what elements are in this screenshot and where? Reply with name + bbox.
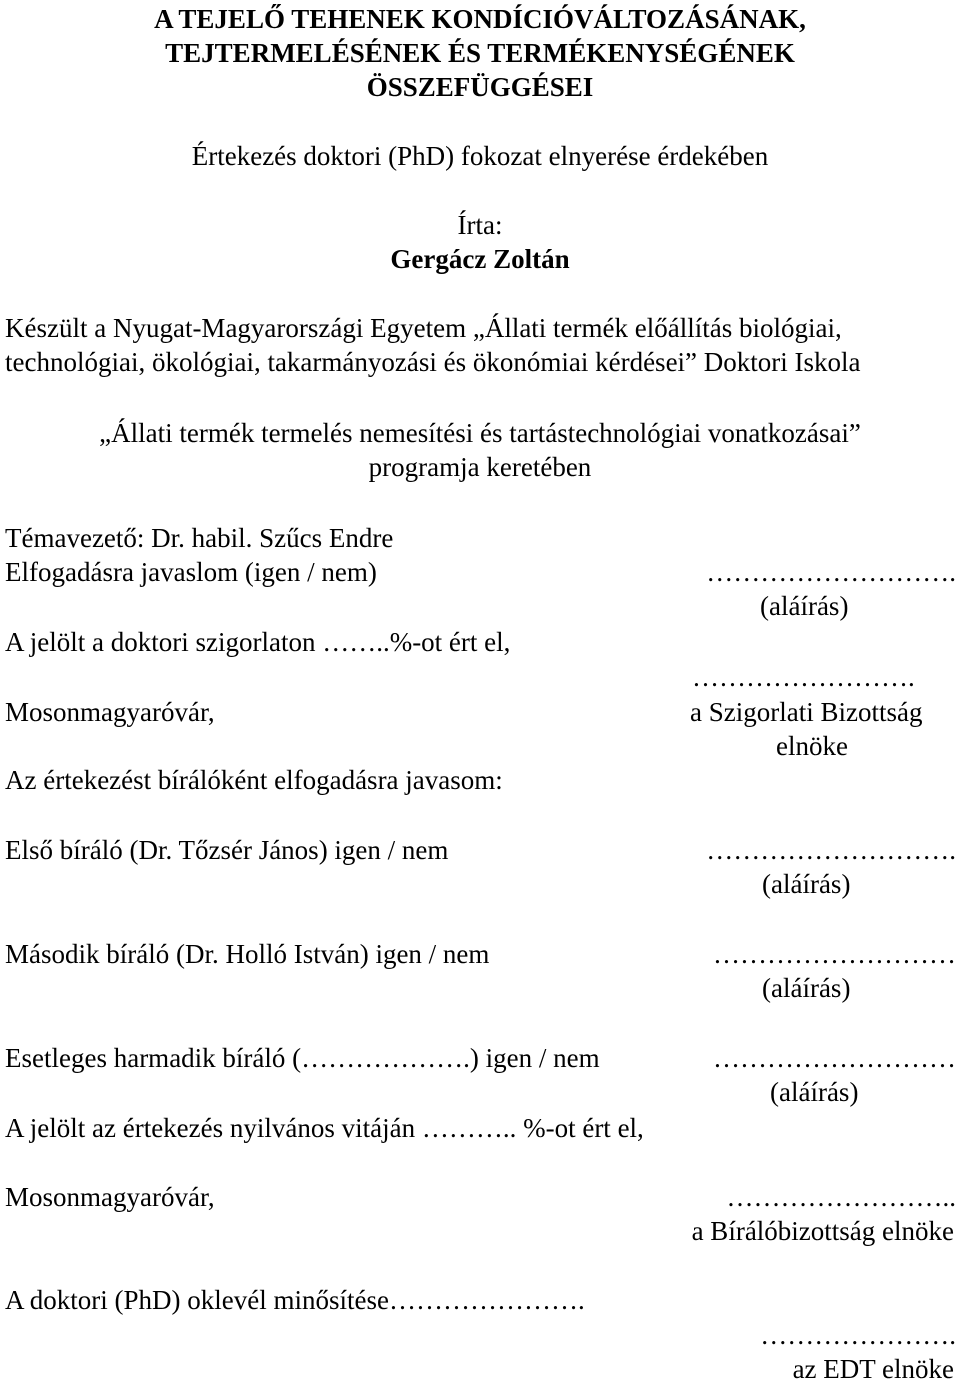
supervisor-signature-line: ………………………. — [706, 557, 956, 587]
diploma-chair: az EDT elnöke — [792, 1354, 954, 1384]
title-line-1: A TEJELŐ TEHENEK KONDÍCIÓVÁLTOZÁSÁNAK, — [154, 4, 806, 34]
exam-chair-line-2: elnöke — [776, 731, 848, 761]
subtitle: Értekezés doktori (PhD) fokozat elnyerése érdekében — [191, 141, 769, 171]
third-reviewer-signature-caption: (aláírás) — [770, 1077, 859, 1107]
second-reviewer: Második bíráló (Dr. Holló István) igen / nem — [5, 939, 490, 969]
defense-place: Mosonmagyaróvár, — [5, 1182, 215, 1212]
first-reviewer: Első bíráló (Dr. Tőzsér János) igen / nem — [5, 835, 449, 865]
title-line-2: TEJTERMELÉSÉNEK ÉS TERMÉKENYSÉGÉNEK — [165, 38, 795, 68]
diploma-signature-line: …………………. — [760, 1320, 956, 1350]
institution-line-2: technológiai, ökológiai, takarmányozási és ökonómiai kérdései” Doktori Iskola — [5, 347, 861, 377]
institution-line-1: Készült a Nyugat-Magyarországi Egyetem „Állati termék előállítás biológiai, — [5, 313, 842, 343]
reviewers-intro: Az értekezést bírálóként elfogadásra javasom: — [5, 765, 503, 795]
exam-result-text: A jelölt a doktori szigorlaton ……..%-ot ért el, — [5, 627, 511, 657]
defense-chair: a Bírálóbizottság elnöke — [691, 1216, 954, 1246]
first-reviewer-signature-line: ………………………. — [706, 835, 956, 865]
second-reviewer-signature-caption: (aláírás) — [762, 973, 851, 1003]
defense-signature-line: …………………….. — [726, 1182, 956, 1212]
third-reviewer: Esetleges harmadik bíráló (……………….) igen / nem — [5, 1043, 600, 1073]
exam-signature-line: ……………………. — [692, 662, 915, 692]
defense-result-text: A jelölt az értekezés nyilvános vitáján ……….. %-ot ért el, — [5, 1113, 644, 1143]
third-reviewer-signature-line: ……………………… — [713, 1043, 956, 1073]
supervisor-label: Témavezető: Dr. habil. Szűcs Endre — [5, 523, 394, 553]
diploma-rating: A doktori (PhD) oklevél minősítése…………………. — [5, 1285, 585, 1315]
supervisor-signature-caption: (aláírás) — [760, 591, 849, 621]
first-reviewer-signature-caption: (aláírás) — [762, 869, 851, 899]
exam-chair-line-1: a Szigorlati Bizottság — [690, 697, 923, 727]
second-reviewer-signature-line: ……………………… — [713, 939, 956, 969]
author-label: Írta: — [457, 210, 503, 240]
title-line-3: ÖSSZEFÜGGÉSEI — [366, 72, 594, 102]
program-line-2: programja keretében — [368, 452, 592, 482]
author-name: Gergácz Zoltán — [390, 244, 570, 274]
supervisor-recommend: Elfogadásra javaslom (igen / nem) — [5, 557, 377, 587]
exam-place: Mosonmagyaróvár, — [5, 697, 215, 727]
program-line-1: „Állati termék termelés nemesítési és tartástechnológiai vonatkozásai” — [99, 418, 861, 448]
